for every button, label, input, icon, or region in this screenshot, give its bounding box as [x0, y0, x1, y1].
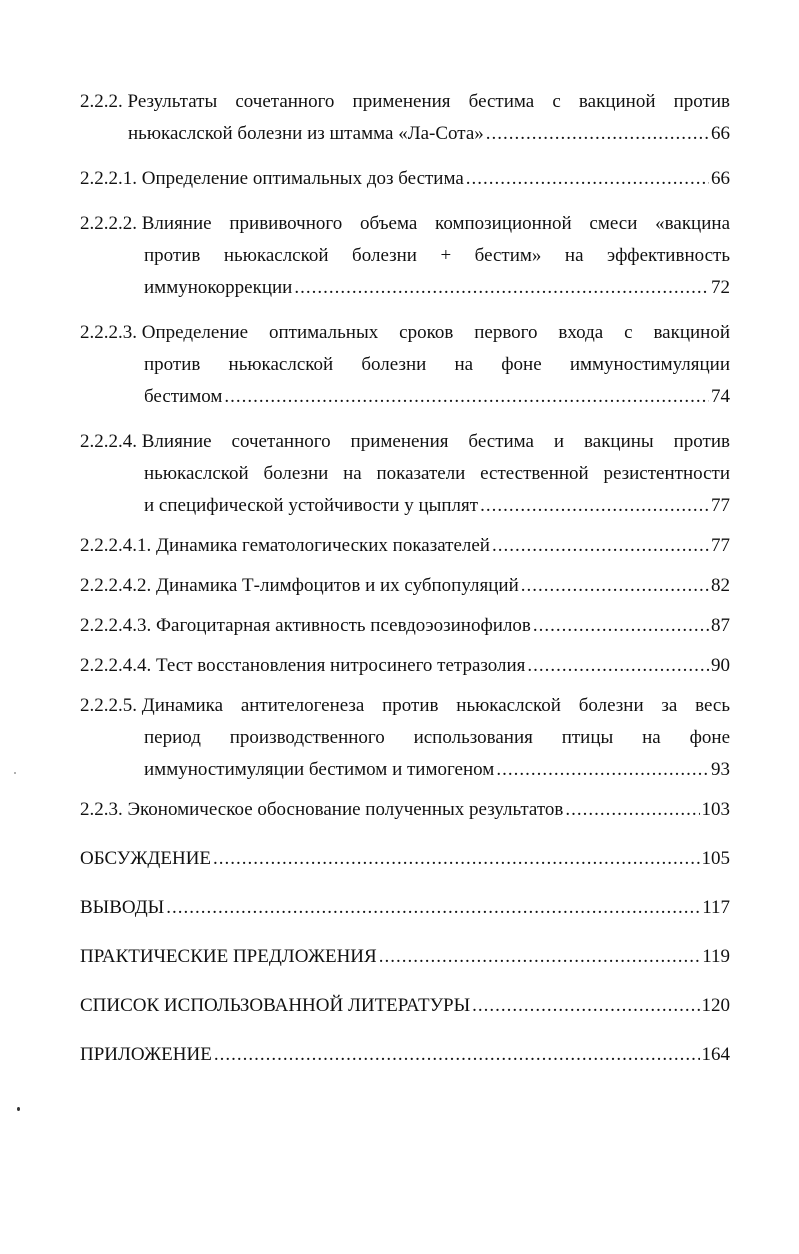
toc-page-number: 82 [711, 575, 730, 596]
toc-entry-number: 2.2.3. [80, 799, 123, 820]
dot-leader [466, 163, 709, 195]
toc-entry[interactable] [80, 530, 730, 562]
dot-leader [533, 610, 709, 642]
toc-page-number: 74 [711, 386, 730, 407]
dot-leader [496, 754, 709, 786]
toc-entry-text: и специфической устойчивости у цыплят [144, 495, 479, 516]
dot-leader [486, 118, 709, 150]
toc-page-number: 119 [702, 946, 730, 967]
toc-page-number: 93 [711, 759, 730, 780]
toc-entry-number: 2.2.2.3. [80, 322, 137, 343]
dot-leader [565, 794, 699, 826]
toc-page-number: 90 [711, 655, 730, 676]
toc-section-title: ВЫВОДЫ [80, 897, 165, 918]
toc-page-number: 120 [701, 995, 730, 1016]
toc-entry-text: Динамика гематологических показателей [156, 535, 490, 556]
toc-entry[interactable] [80, 794, 730, 826]
toc-entry-text: Определение оптимальных доз бестима [141, 168, 464, 189]
toc-entry-text: Тест восстановления нитросинего тетразолия [156, 655, 526, 676]
toc-entry-text: Определение оптимальных сроков первого входа с вакциной [141, 322, 730, 343]
dot-leader [480, 490, 709, 522]
toc-section-conclusions[interactable] [80, 892, 730, 924]
dot-leader [166, 892, 700, 924]
dot-leader [472, 990, 699, 1022]
dot-leader [224, 381, 709, 413]
toc-section-title: ОБСУЖДЕНИЕ [80, 848, 212, 869]
dot-leader [492, 530, 709, 562]
toc-entry-number: 2.2.2.4.1. [80, 535, 152, 556]
dot-leader [379, 941, 701, 973]
toc-page-number: 72 [711, 277, 730, 298]
toc-entry-text: Результаты сочетанного применения бестима с вакциной против [127, 91, 730, 112]
toc-entry-text: иммуностимуляции бестимом и тимогеном [144, 759, 495, 780]
scan-speck [17, 1107, 20, 1111]
toc-entry-number: 2.2.2.5. [80, 695, 137, 716]
toc-entry-text: период производственного использования птицы на фоне [144, 727, 730, 748]
toc-section-appendix[interactable] [80, 1039, 730, 1071]
toc-section-title: ПРАКТИЧЕСКИЕ ПРЕДЛОЖЕНИЯ [80, 946, 377, 967]
toc-page-number: 87 [711, 615, 730, 636]
toc-section-title: ПРИЛОЖЕНИЕ [80, 1044, 212, 1065]
toc-entry-number: 2.2.2.4.3. [80, 615, 152, 636]
toc-entry-text: Экономическое обоснование полученных результатов [127, 799, 564, 820]
toc-entry-text: бестимом [144, 386, 223, 407]
toc-entry-text: ньюкаслской болезни на показатели естественной резистентности [144, 463, 730, 484]
toc-entry[interactable] [80, 690, 730, 786]
toc-section-practical-proposals[interactable] [80, 941, 730, 973]
toc-entry-text: Динамика антителогенеза против ньюкаслской болезни за весь [141, 695, 730, 716]
dot-leader [294, 272, 709, 304]
toc-entry-text: иммунокоррекции [144, 277, 293, 298]
toc-entry-number: 2.2.2.2. [80, 213, 137, 234]
toc-entry-number: 2.2.2.4.4. [80, 655, 152, 676]
toc-page-number: 66 [711, 123, 730, 144]
toc-section-title: СПИСОК ИСПОЛЬЗОВАННОЙ ЛИТЕРАТУРЫ [80, 995, 471, 1016]
dot-leader [214, 1039, 700, 1071]
dot-leader [527, 650, 709, 682]
toc-entry-text: Влияние сочетанного применения бестима и вакцины против [141, 431, 730, 452]
toc-entry[interactable] [80, 317, 730, 413]
toc-entry[interactable] [80, 610, 730, 642]
toc-page-number: 103 [701, 799, 730, 820]
toc-entry-number: 2.2.2. [80, 91, 123, 112]
toc-entry-number: 2.2.2.4.2. [80, 575, 152, 596]
toc-entry-text: ньюкаслской болезни из штамма «Ла-Сота» [128, 123, 484, 144]
toc-entry[interactable] [80, 163, 730, 195]
toc-entry[interactable] [80, 208, 730, 304]
toc-entry[interactable] [80, 570, 730, 602]
toc-page-number: 77 [711, 495, 730, 516]
toc-entry-number: 2.2.2.1. [80, 168, 137, 189]
toc-entry-text: Влияние прививочного объема композиционной смеси «вакцина [141, 213, 730, 234]
toc-page-number: 117 [702, 897, 730, 918]
toc-page-number: 66 [711, 168, 730, 189]
toc-page-number: 164 [701, 1044, 730, 1065]
toc-entry-text: против ньюкаслской болезни на фоне иммуностимуляции [144, 354, 730, 375]
toc-entry[interactable] [80, 426, 730, 522]
toc-entry-number: 2.2.2.4. [80, 431, 137, 452]
toc-page-number: 77 [711, 535, 730, 556]
table-of-contents [80, 86, 730, 1088]
toc-entry-text: Фагоцитарная активность псевдоэозинофилов [156, 615, 531, 636]
dot-leader [521, 570, 709, 602]
toc-entry[interactable] [80, 86, 730, 150]
toc-entry[interactable] [80, 650, 730, 682]
scan-speck [14, 772, 16, 774]
dot-leader [213, 843, 699, 875]
toc-section-discussion[interactable] [80, 843, 730, 875]
toc-entry-text: Динамика Т-лимфоцитов и их субпопуляций [156, 575, 519, 596]
toc-section-references[interactable] [80, 990, 730, 1022]
toc-entry-text: против ньюкаслской болезни + бестим» на эффективность [144, 245, 730, 266]
toc-page-number: 105 [701, 848, 730, 869]
